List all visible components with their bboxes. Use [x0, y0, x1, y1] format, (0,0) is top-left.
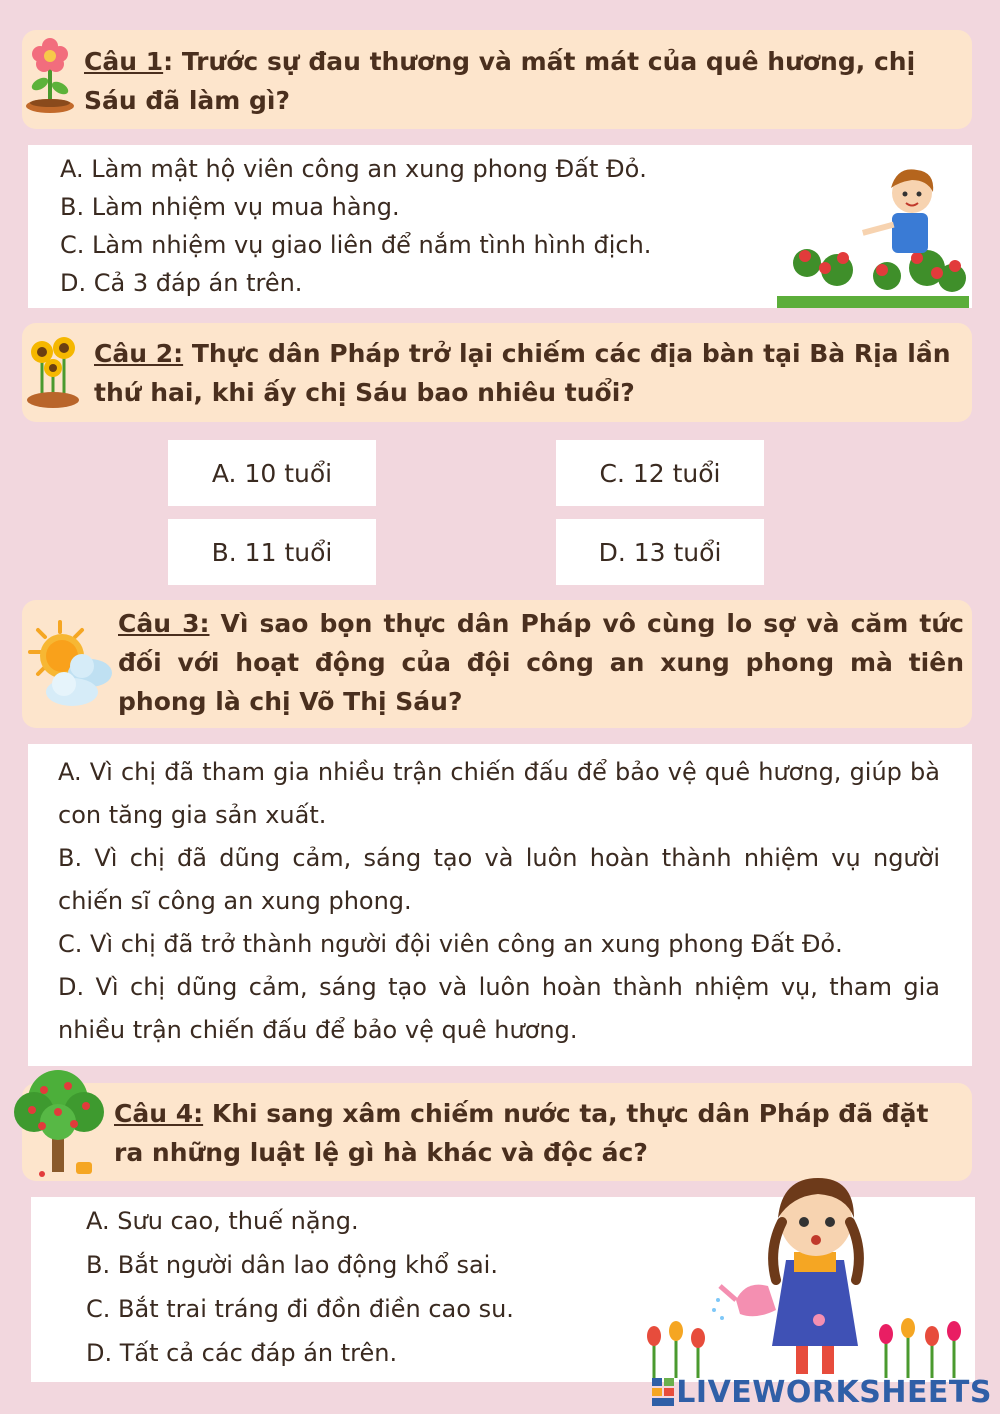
q3-option-d[interactable]: D. Vì chị dũng cảm, sáng tạo và luôn hoàn thành nhiệm vụ, tham gia nhiều trận chiến đấu để bảo vệ quê hương. — [58, 973, 940, 1044]
sunflowers-icon — [22, 334, 84, 410]
q4-option-b[interactable]: B. Bắt người dân lao động khổ sai. — [86, 1251, 498, 1279]
q1-option-a[interactable]: A. Làm mật hộ viên công an xung phong Đất Đỏ. — [60, 155, 647, 183]
q1-option-d[interactable]: D. Cả 3 đáp án trên. — [60, 269, 303, 297]
question-2-number: Câu 2: — [94, 339, 184, 368]
q3-option-c[interactable]: C. Vì chị đã trở thành người đội viên công an xung phong Đất Đỏ. — [58, 930, 843, 958]
q2-option-d[interactable]: D. 13 tuổi — [556, 519, 764, 585]
question-1-text — [84, 42, 959, 120]
question-2-text — [94, 334, 954, 412]
question-1-prompt: : Trước sự đau thương và mất mát của quê hương, chị Sáu đã làm gì? — [84, 47, 916, 115]
question-3-prompt: Vì sao bọn thực dân Pháp vô cùng lo sợ và căm tức đối với hoạt động của đội công an xung phong mà tiên phong là chị Võ Thị Sáu? — [118, 609, 964, 716]
q3-option-a[interactable]: A. Vì chị đã tham gia nhiều trận chiến đấu để bảo vệ quê hương, giúp bà con tăng gia sản xuất. — [58, 758, 940, 829]
q4-option-d[interactable]: D. Tất cả các đáp án trên. — [86, 1339, 398, 1367]
brand-text: LIVEWORKSHEETS — [676, 1375, 992, 1410]
question-4-prompt: Khi sang xâm chiếm nước ta, thực dân Pháp đã đặt ra những luật lệ gì hà khác và độc ác? — [114, 1099, 929, 1167]
question-1-number: Câu 1 — [84, 47, 164, 76]
liveworksheets-logo-icon — [652, 1378, 674, 1406]
girl-watering-flowers-icon — [777, 158, 969, 308]
apple-tree-icon — [8, 1062, 110, 1182]
q1-option-b[interactable]: B. Làm nhiệm vụ mua hàng. — [60, 193, 400, 221]
question-4-number: Câu 4: — [114, 1099, 204, 1128]
q2-option-c[interactable]: C. 12 tuổi — [556, 440, 764, 506]
question-3-number: Câu 3: — [118, 609, 210, 638]
girl-with-watering-can-icon — [636, 1160, 972, 1382]
q4-option-c[interactable]: C. Bắt trai tráng đi đồn điền cao su. — [86, 1295, 514, 1323]
q4-option-a[interactable]: A. Sưu cao, thuế nặng. — [86, 1207, 359, 1235]
question-2-prompt: Thực dân Pháp trở lại chiếm các địa bàn tại Bà Rịa lần thứ hai, khi ấy chị Sáu bao nhiêu tuổi? — [94, 339, 951, 407]
q3-option-b[interactable]: B. Vì chị đã dũng cảm, sáng tạo và luôn hoàn thành nhiệm vụ người chiến sĩ công an xung phong. — [58, 844, 940, 915]
q2-option-a[interactable]: A. 10 tuổi — [168, 440, 376, 506]
flower-pot-icon — [22, 36, 78, 118]
liveworksheets-watermark — [652, 1375, 992, 1410]
sun-cloud-icon — [20, 618, 126, 714]
question-3-text — [118, 604, 964, 721]
q1-option-c[interactable]: C. Làm nhiệm vụ giao liên để nắm tình hình địch. — [60, 231, 652, 259]
q2-option-b[interactable]: B. 11 tuổi — [168, 519, 376, 585]
